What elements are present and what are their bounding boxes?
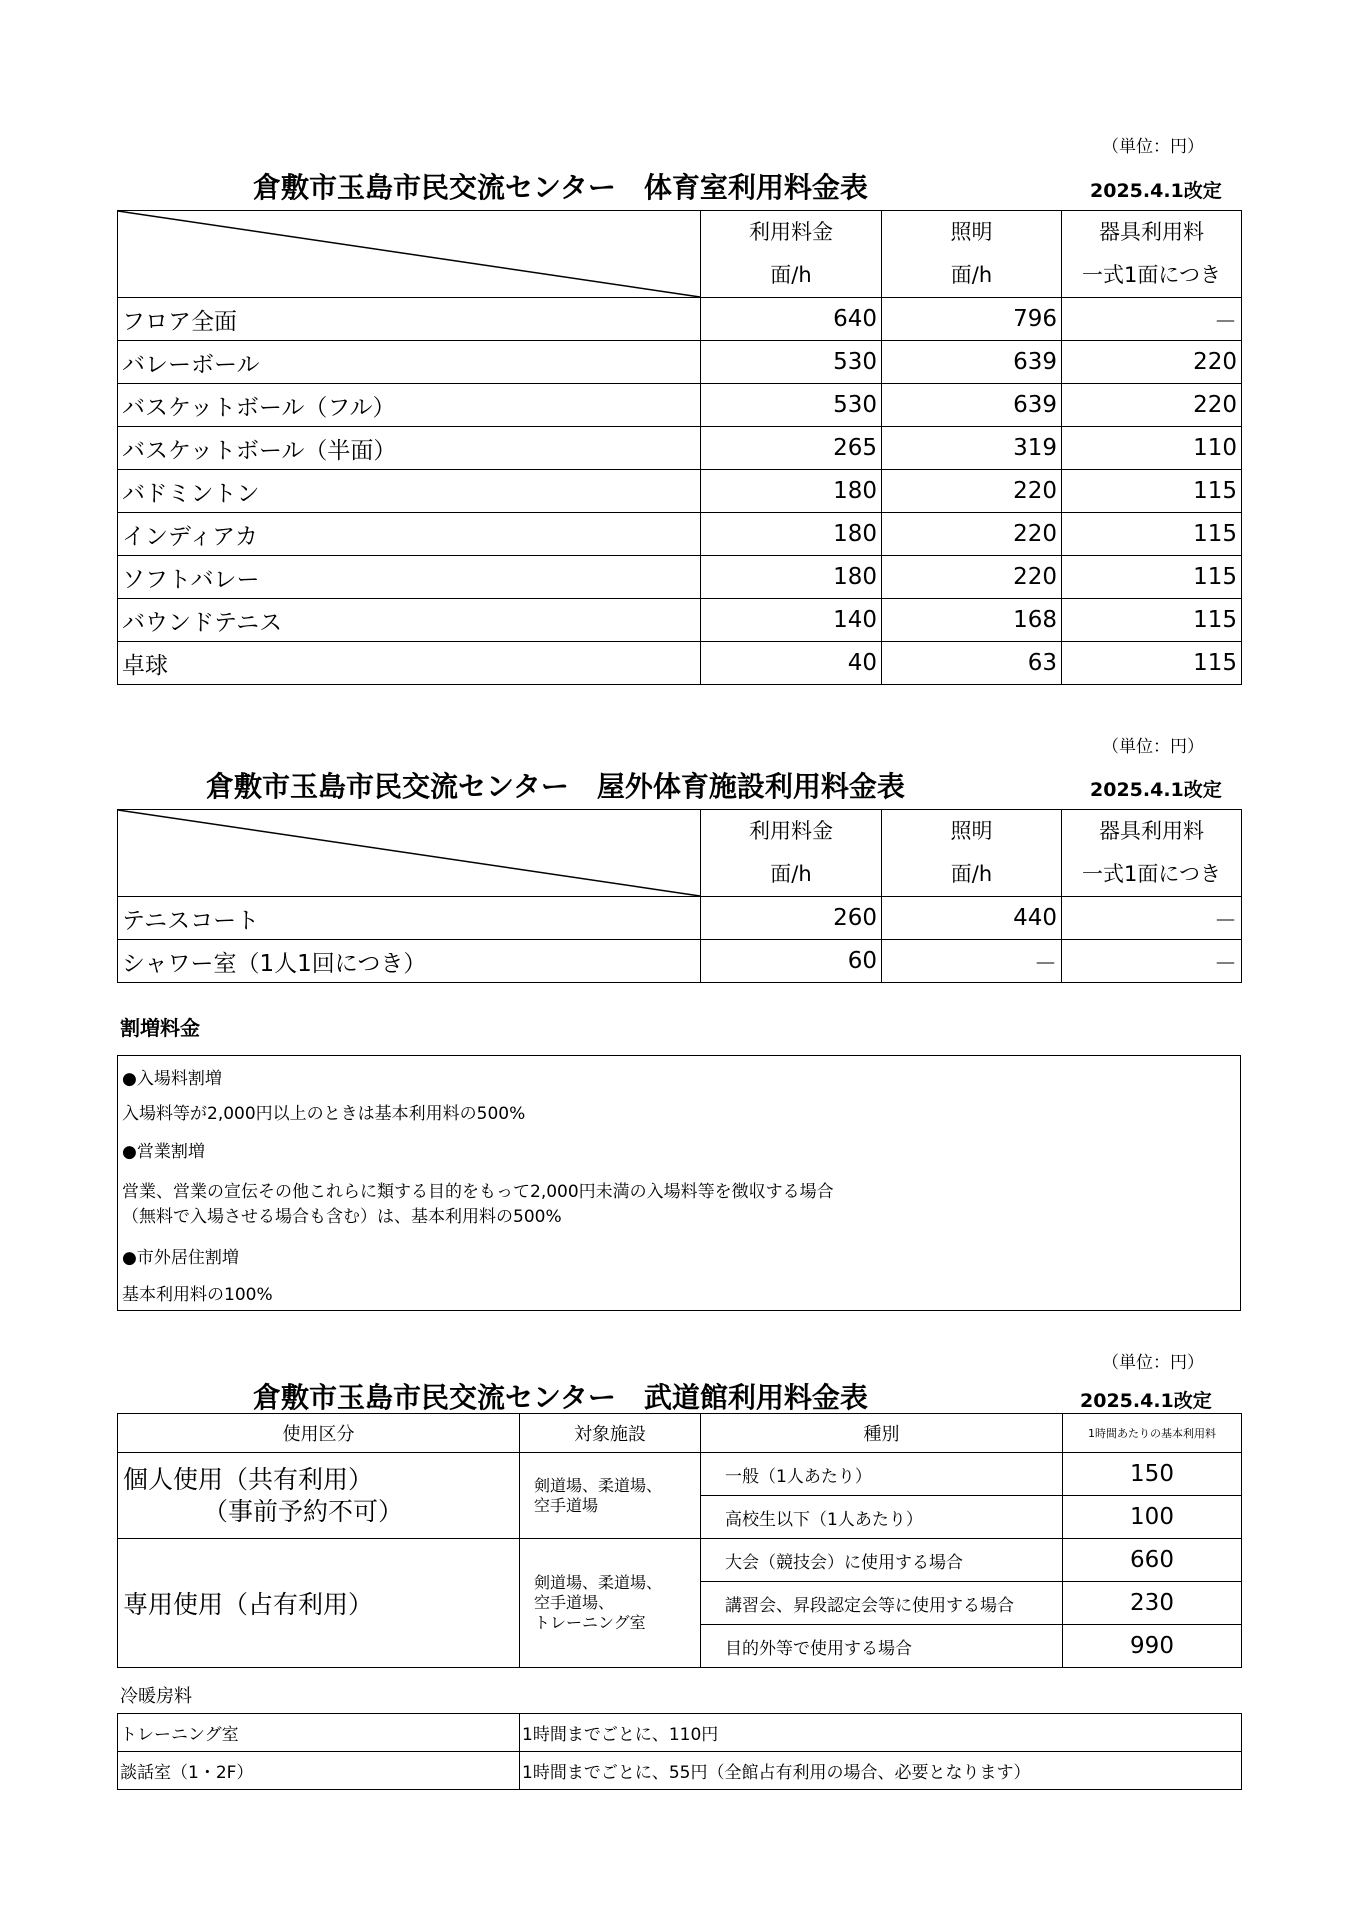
budo-header-kind: 種別 (701, 1414, 1063, 1453)
table-row: フロア全面 640 796 － (118, 298, 1242, 341)
table-row: 専用使用（占有利用） 剣道場、柔道場、 空手道場、 トレーニング室 大会（競技会）に使用する場合 660 (118, 1539, 1242, 1582)
outdoor-date: 2025.4.1改定 (1090, 779, 1222, 801)
gym-header-light: 照明 面/h (882, 211, 1062, 298)
surcharge-line: 入場料等が2,000円以上のときは基本利用料の500% (122, 1104, 526, 1124)
outdoor-diagonal-cell (118, 810, 701, 897)
heating-table (117, 1713, 1242, 1790)
table-row: バスケットボール（半面） 265 319 110 (118, 427, 1242, 470)
table-row: バスケットボール（フル） 530 639 220 (118, 384, 1242, 427)
budo-category-exclusive: 専用使用（占有利用） (118, 1539, 520, 1668)
table-row: トレーニング室 1時間までごとに、110円 (118, 1714, 1242, 1752)
gym-fee-table (117, 210, 1242, 685)
gym-title: 倉敷市玉島市民交流センター 体育室利用料金表 (253, 171, 868, 204)
gym-diagonal-cell (118, 211, 701, 298)
table-row: 卓球 40 63 115 (118, 642, 1242, 685)
budo-facility-individual: 剣道場、柔道場、 空手道場 (520, 1453, 701, 1539)
surcharge-line: 基本利用料の100% (122, 1285, 273, 1305)
table-row: インディアカ 180 220 115 (118, 513, 1242, 556)
surcharge-line: 営業、営業の宣伝その他これらに類する目的をもって2,000円未満の入場料等を徴収する場合 (122, 1182, 834, 1202)
budo-category-individual: 個人使用（共有利用） （事前予約不可） (118, 1453, 520, 1539)
gym-date: 2025.4.1改定 (1090, 180, 1222, 202)
outdoor-unit: （単位：円） (1102, 737, 1204, 757)
table-row: 高校生以下（1人あたり） 100 (118, 1496, 1242, 1539)
surcharge-box (117, 1055, 1241, 1311)
outdoor-header-row (118, 810, 1242, 897)
outdoor-header-light: 照明 面/h (882, 810, 1062, 897)
budo-date: 2025.4.1改定 (1080, 1390, 1212, 1412)
budo-facility-exclusive: 剣道場、柔道場、 空手道場、 トレーニング室 (520, 1539, 701, 1668)
budo-header-fee: 1時間あたりの基本利用料 (1063, 1414, 1242, 1453)
table-row: 個人使用（共有利用） （事前予約不可） 剣道場、柔道場、 空手道場 一般（1人あたり） 150 (118, 1453, 1242, 1496)
gym-header-equip: 器具利用料 一式1面につき (1062, 211, 1242, 298)
surcharge-heading: 割増料金 (120, 1016, 200, 1040)
budo-title: 倉敷市玉島市民交流センター 武道館利用料金表 (253, 1381, 868, 1414)
surcharge-line: ●入場料割増 (122, 1069, 222, 1089)
budo-header-row (118, 1414, 1242, 1453)
budo-header-facility: 対象施設 (520, 1414, 701, 1453)
gym-unit: （単位：円） (1102, 137, 1204, 157)
outdoor-fee-table (117, 809, 1242, 983)
surcharge-line: ●営業割増 (122, 1142, 205, 1162)
table-row: 講習会、昇段認定会等に使用する場合 230 (118, 1582, 1242, 1625)
outdoor-title: 倉敷市玉島市民交流センター 屋外体育施設利用料金表 (206, 770, 905, 803)
gym-header-row (118, 211, 1242, 298)
budo-unit: （単位：円） (1102, 1353, 1204, 1373)
heating-heading: 冷暖房料 (120, 1686, 192, 1707)
surcharge-line: （無料で入場させる場合も含む）は、基本利用料の500% (122, 1207, 562, 1227)
table-row: バレーボール 530 639 220 (118, 341, 1242, 384)
budo-fee-table (117, 1413, 1242, 1668)
budo-header-category: 使用区分 (118, 1414, 520, 1453)
outdoor-header-equip: 器具利用料 一式1面につき (1062, 810, 1242, 897)
gym-header-fee: 利用料金 面/h (701, 211, 882, 298)
surcharge-line: ●市外居住割増 (122, 1248, 239, 1268)
outdoor-header-fee: 利用料金 面/h (701, 810, 882, 897)
table-row: シャワー室（1人1回につき） 60 － － (118, 940, 1242, 983)
table-row: 目的外等で使用する場合 990 (118, 1625, 1242, 1668)
table-row: バウンドテニス 140 168 115 (118, 599, 1242, 642)
table-row: ソフトバレー 180 220 115 (118, 556, 1242, 599)
table-row: 談話室（1・2F） 1時間までごとに、55円（全館占有利用の場合、必要となります） (118, 1752, 1242, 1790)
table-row: テニスコート 260 440 － (118, 897, 1242, 940)
table-row: バドミントン 180 220 115 (118, 470, 1242, 513)
